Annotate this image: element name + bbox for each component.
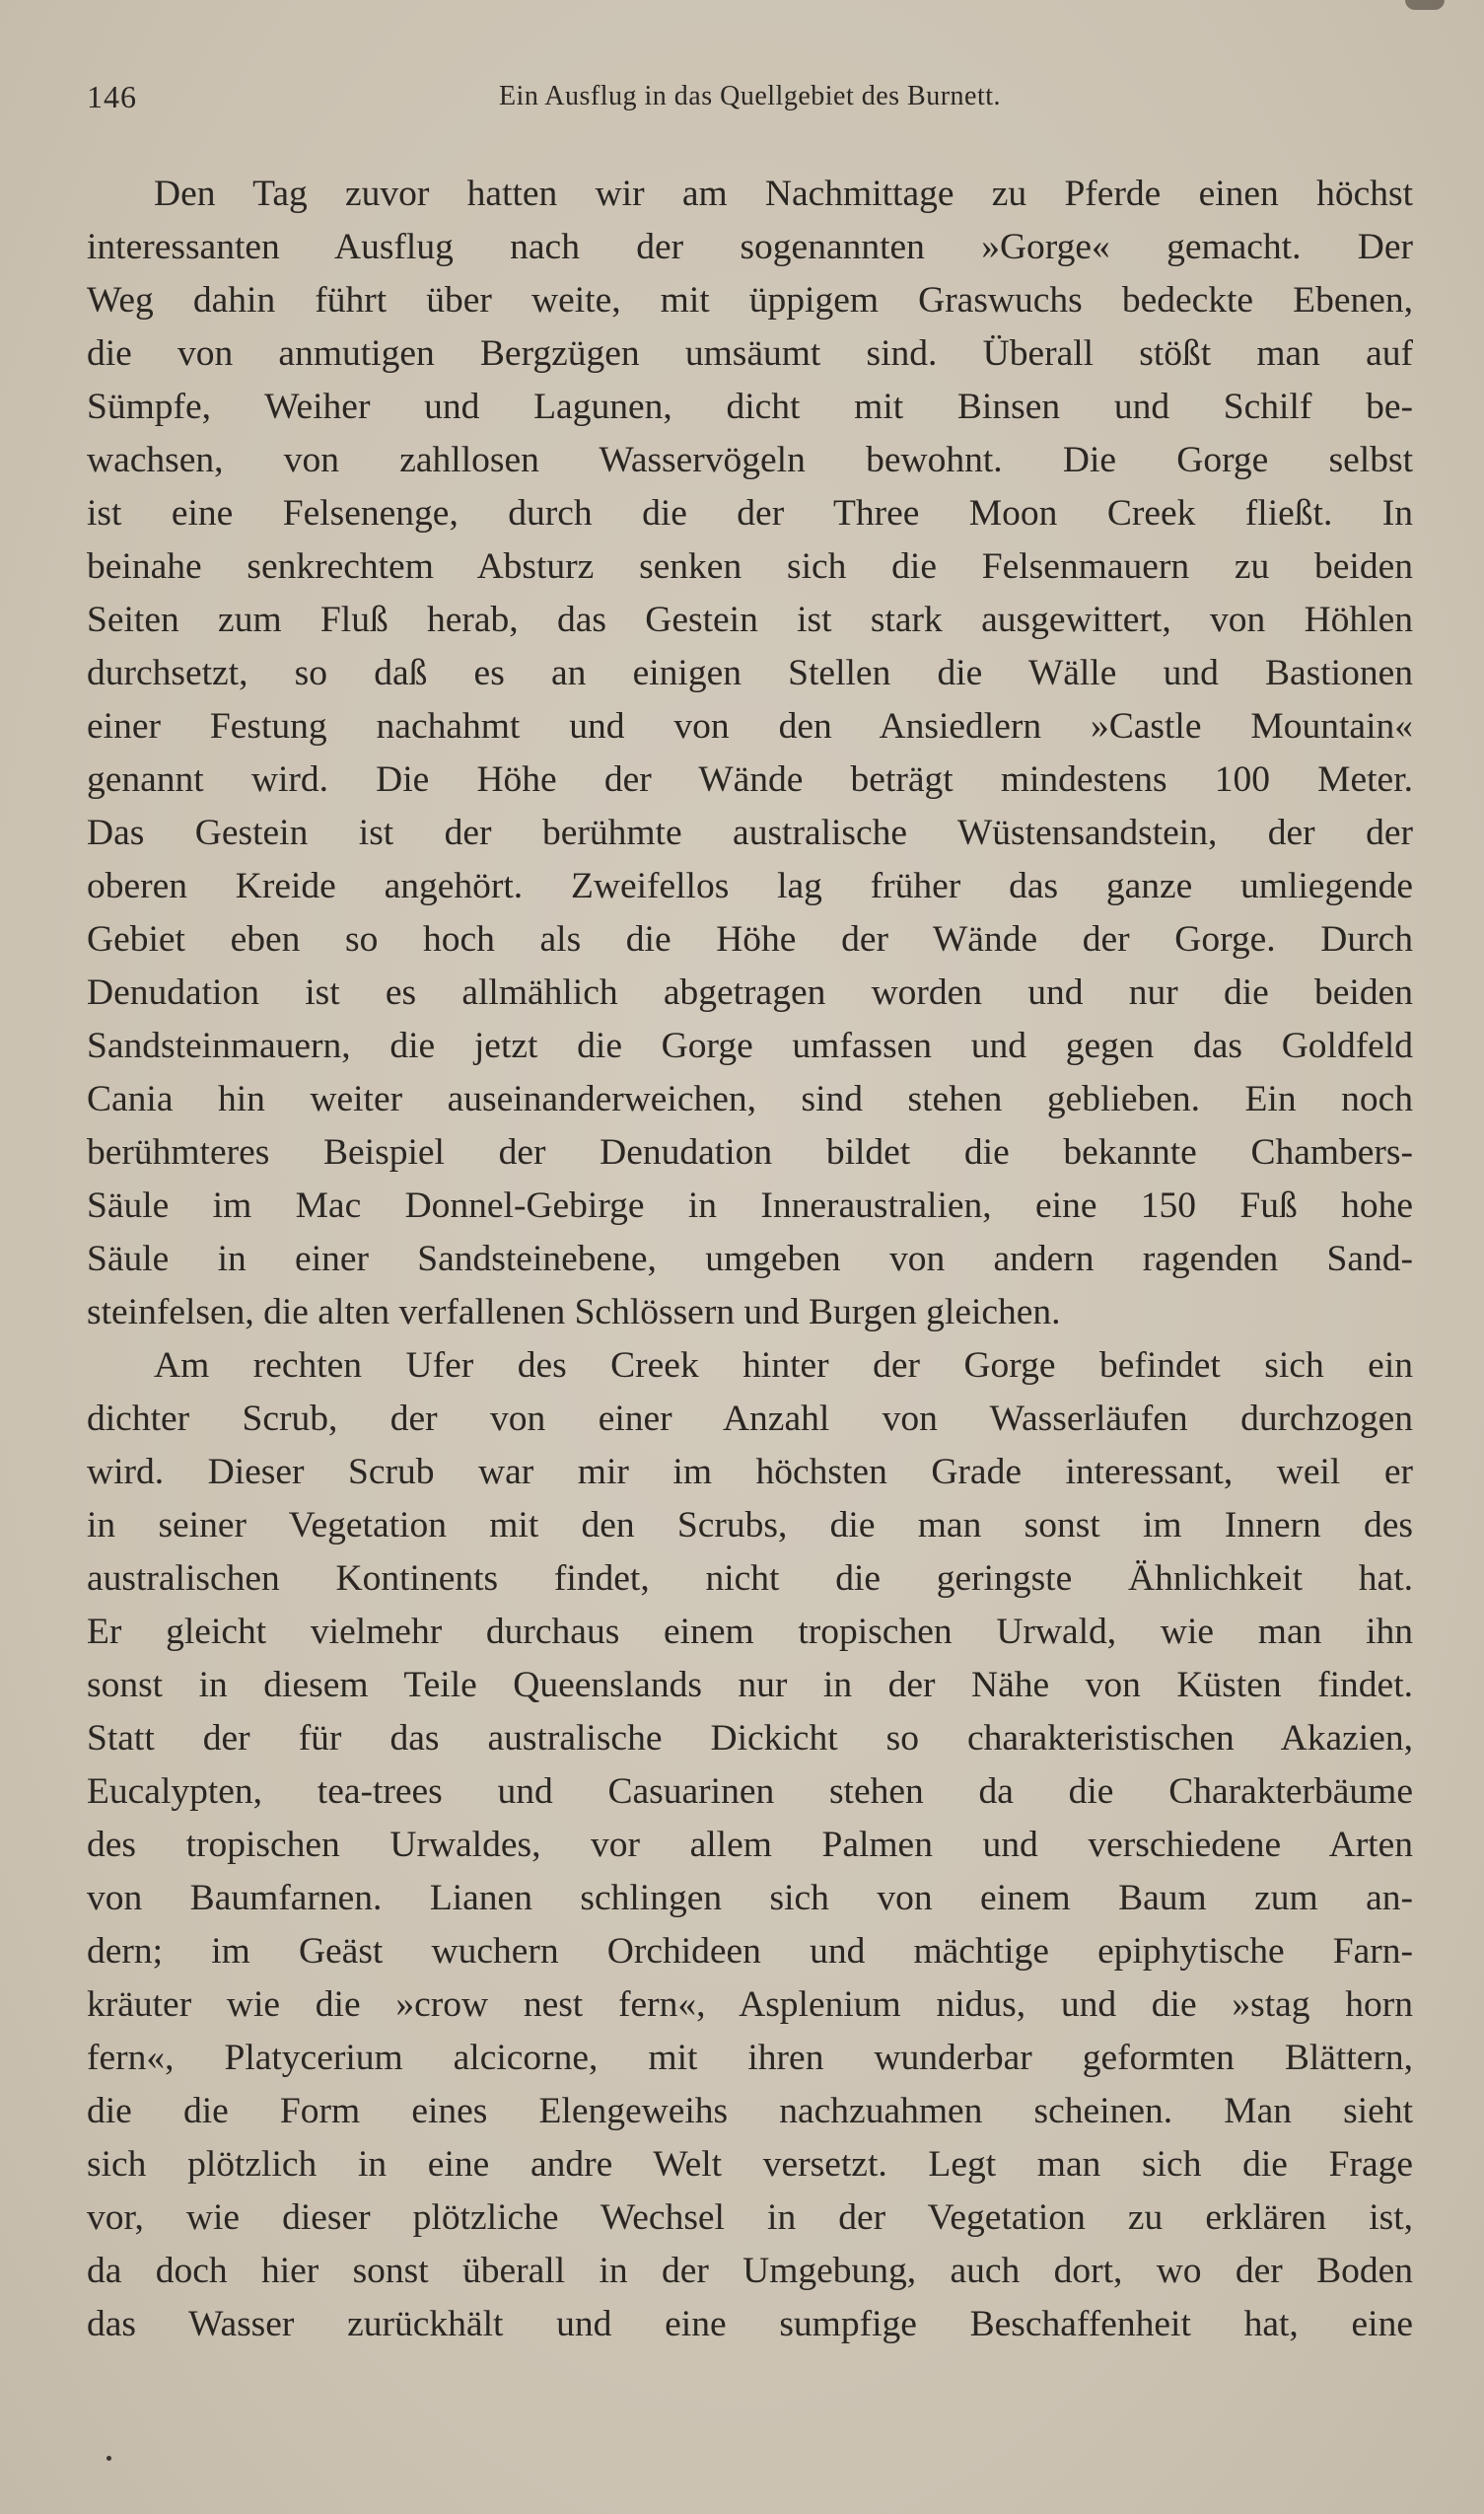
- text-line: durchsetzt, so daß es an einigen Stellen die Wälle und Bastionen: [87, 653, 1413, 693]
- text-line: vor, wie dieser plötzliche Wechsel in der Vegetation zu erklären ist,: [87, 2197, 1413, 2238]
- text-line: Statt der für das australische Dickicht so charakteristischen Akazien,: [87, 1718, 1413, 1759]
- text-line: Säule in einer Sandsteinebene, umgeben von andern ragenden Sand-: [87, 1239, 1413, 1279]
- text-line: Er gleicht vielmehr durchaus einem tropischen Urwald, wie man ihn: [87, 1612, 1413, 1652]
- text-line: sonst in diesem Teile Queenslands nur in der Nähe von Küsten findet.: [87, 1665, 1413, 1705]
- text-line: die die Form eines Elengeweihs nachzuahmen scheinen. Man sieht: [87, 2091, 1413, 2131]
- text-line: oberen Kreide angehört. Zweifellos lag früher das ganze umliegende: [87, 866, 1413, 906]
- text-line: ist eine Felsenenge, durch die der Three Moon Creek fließt. In: [87, 493, 1413, 534]
- running-head: Ein Ausflug in das Quellgebiet des Burnett.: [498, 81, 1002, 111]
- text-line: fern«, Platycerium alcicorne, mit ihren wunderbar geformten Blättern,: [87, 2038, 1413, 2078]
- text-line: Am rechten Ufer des Creek hinter der Gorge befindet sich ein: [154, 1345, 1413, 1386]
- text-line: Cania hin weiter auseinanderweichen, sind stehen geblieben. Ein noch: [87, 1079, 1413, 1119]
- text-line: des tropischen Urwaldes, vor allem Palmen und verschiedene Arten: [87, 1825, 1413, 1865]
- text-line: beinahe senkrechtem Absturz senken sich die Felsenmauern zu beiden: [87, 546, 1413, 587]
- text-line: steinfelsen, die alten verfallenen Schlössern und Burgen gleichen.: [87, 1292, 1061, 1332]
- page-speck: [106, 2456, 111, 2461]
- text-line: das Wasser zurückhält und eine sumpfige Beschaffenheit hat, eine: [87, 2304, 1413, 2344]
- text-line: in seiner Vegetation mit den Scrubs, die man sonst im Innern des: [87, 1505, 1413, 1545]
- body-text: [87, 168, 1413, 2351]
- text-line: Das Gestein ist der berühmte australische Wüstensandstein, der der: [87, 813, 1413, 853]
- text-line: australischen Kontinents findet, nicht die geringste Ähnlichkeit hat.: [87, 1558, 1413, 1599]
- text-line: von Baumfarnen. Lianen schlingen sich von einem Baum zum an-: [87, 1878, 1413, 1918]
- text-line: sich plötzlich in eine andre Welt versetzt. Legt man sich die Frage: [87, 2144, 1413, 2185]
- text-line: Säule im Mac Donnel-Gebirge in Inneraustralien, eine 150 Fuß hohe: [87, 1185, 1413, 1226]
- page-corner-mark: [1405, 0, 1445, 10]
- text-line: berühmteres Beispiel der Denudation bildet die bekannte Chambers-: [87, 1132, 1413, 1173]
- page-number: 146: [87, 79, 137, 114]
- text-line: genannt wird. Die Höhe der Wände beträgt mindestens 100 Meter.: [87, 759, 1413, 800]
- page-header: [87, 79, 1413, 118]
- text-line: Weg dahin führt über weite, mit üppigem Graswuchs bedeckte Ebenen,: [87, 280, 1413, 321]
- text-line: interessanten Ausflug nach der sogenannten »Gorge« gemacht. Der: [87, 227, 1413, 267]
- text-line: wird. Dieser Scrub war mir im höchsten Grade interessant, weil er: [87, 1452, 1413, 1492]
- text-line: Eucalypten, tea-trees und Casuarinen stehen da die Charakterbäume: [87, 1771, 1413, 1812]
- text-line: Seiten zum Fluß herab, das Gestein ist stark ausgewittert, von Höhlen: [87, 600, 1413, 640]
- text-line: da doch hier sonst überall in der Umgebung, auch dort, wo der Boden: [87, 2251, 1413, 2291]
- text-line: wachsen, von zahllosen Wasservögeln bewohnt. Die Gorge selbst: [87, 440, 1413, 480]
- text-line: dern; im Geäst wuchern Orchideen und mächtige epiphytische Farn-: [87, 1931, 1413, 1972]
- text-line: Sandsteinmauern, die jetzt die Gorge umfassen und gegen das Goldfeld: [87, 1026, 1413, 1066]
- text-line: dichter Scrub, der von einer Anzahl von Wasserläufen durchzogen: [87, 1399, 1413, 1439]
- text-line: Gebiet eben so hoch als die Höhe der Wände der Gorge. Durch: [87, 919, 1413, 960]
- text-line: Denudation ist es allmählich abgetragen worden und nur die beiden: [87, 972, 1413, 1013]
- text-line: kräuter wie die »crow nest fern«, Asplenium nidus, und die »stag horn: [87, 1984, 1413, 2025]
- text-line: die von anmutigen Bergzügen umsäumt sind. Überall stößt man auf: [87, 333, 1413, 374]
- text-line: einer Festung nachahmt und von den Ansiedlern »Castle Mountain«: [87, 706, 1413, 747]
- text-line: Den Tag zuvor hatten wir am Nachmittage zu Pferde einen höchst: [154, 174, 1413, 214]
- text-line: Sümpfe, Weiher und Lagunen, dicht mit Binsen und Schilf be-: [87, 387, 1413, 427]
